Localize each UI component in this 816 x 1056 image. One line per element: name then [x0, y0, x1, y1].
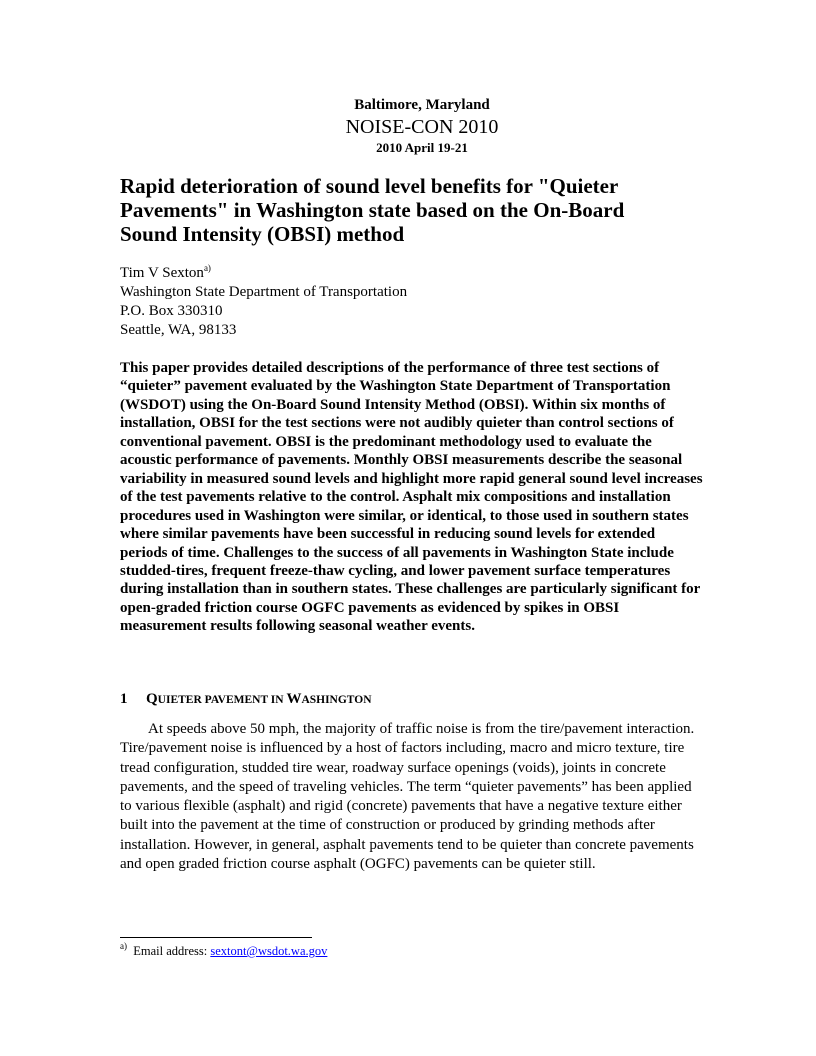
footnote-label: Email address:	[133, 944, 208, 958]
email-link[interactable]: sextont@wsdot.wa.gov	[210, 944, 328, 958]
conference-location: Baltimore, Maryland	[354, 97, 490, 113]
section-title-initial-q: Q	[146, 691, 158, 707]
section-title-end: ASHINGTON	[301, 694, 372, 706]
paper-title: Rapid deterioration of sound level benefits for "Quieter Pavements" in Washington state based on the On-Board Sound Intensity (OBSI) method	[120, 174, 625, 246]
author-footnote-marker: a)	[203, 263, 211, 273]
conference-name: NOISE-CON 2010	[345, 116, 499, 138]
section-paragraph: At speeds above 50 mph, the majority of traffic noise is from the tire/pavement interaction. Tire/pavement noise is influenced by a host of factors including, macro and micro texture, tire tread configuration, studded tire wear, roadway surface openings (voids), joints in concrete pavements, and the speed of traveling vehicles. The term “quieter pavements” has been applied to various flexible (asphalt) and rigid (concrete) pavements that have a negative texture either built into the pavement at the time of construction or produced by grinding methods after installation. However, in general, asphalt pavements tend to be quieter than concrete pavements and open graded friction course asphalt (OGFC) pavements can be quieter still.	[120, 721, 695, 873]
footnote	[120, 943, 700, 959]
author-address-line-2: Seattle, WA, 98133	[120, 322, 237, 338]
conference-date: 2010 April 19-21	[376, 140, 468, 155]
author-affiliation: Washington State Department of Transportation	[120, 284, 408, 300]
section-number: 1	[120, 691, 128, 707]
section-title-middle: UIETER PAVEMENT IN	[157, 694, 287, 706]
author-name: Tim V Sexton	[120, 265, 204, 281]
author-address-line-1: P.O. Box 330310	[120, 303, 223, 319]
author-line	[120, 264, 700, 283]
section-heading	[120, 690, 700, 709]
author-block	[120, 264, 700, 340]
section-title-initial-w: W	[286, 691, 302, 707]
footnote-marker: a)	[120, 941, 127, 951]
abstract: This paper provides detailed descriptions of the performance of three test sections of “quieter” pavement evaluated by the Washington State Department of Transportation (WSDOT) using the On-Board Sound Intensity Method (OBSI). Within six months of installation, OBSI for the test sections were not audibly quieter than control sections of conventional pavement. OBSI is the predominant methodology used to evaluate the acoustic performance of pavements. Monthly OBSI measurements describe the seasonal variability in measured sound levels and highlight more rapid general sound level increases of the test pavements relative to the control. Asphalt mix compositions and installation procedures used in Washington were similar, or identical, to those used in southern states where similar pavements have been successful in reducing sound levels for extended periods of time. Challenges to the success of all pavements in Washington State include studded-tires, frequent freeze-thaw cycling, and lower pavement surface temperatures during installation than in southern states. These challenges are particularly significant for open-graded friction course OGFC pavements as evidenced by spikes in OBSI measurement results following seasonal weather events.	[120, 360, 703, 635]
footnote-divider	[120, 937, 312, 938]
